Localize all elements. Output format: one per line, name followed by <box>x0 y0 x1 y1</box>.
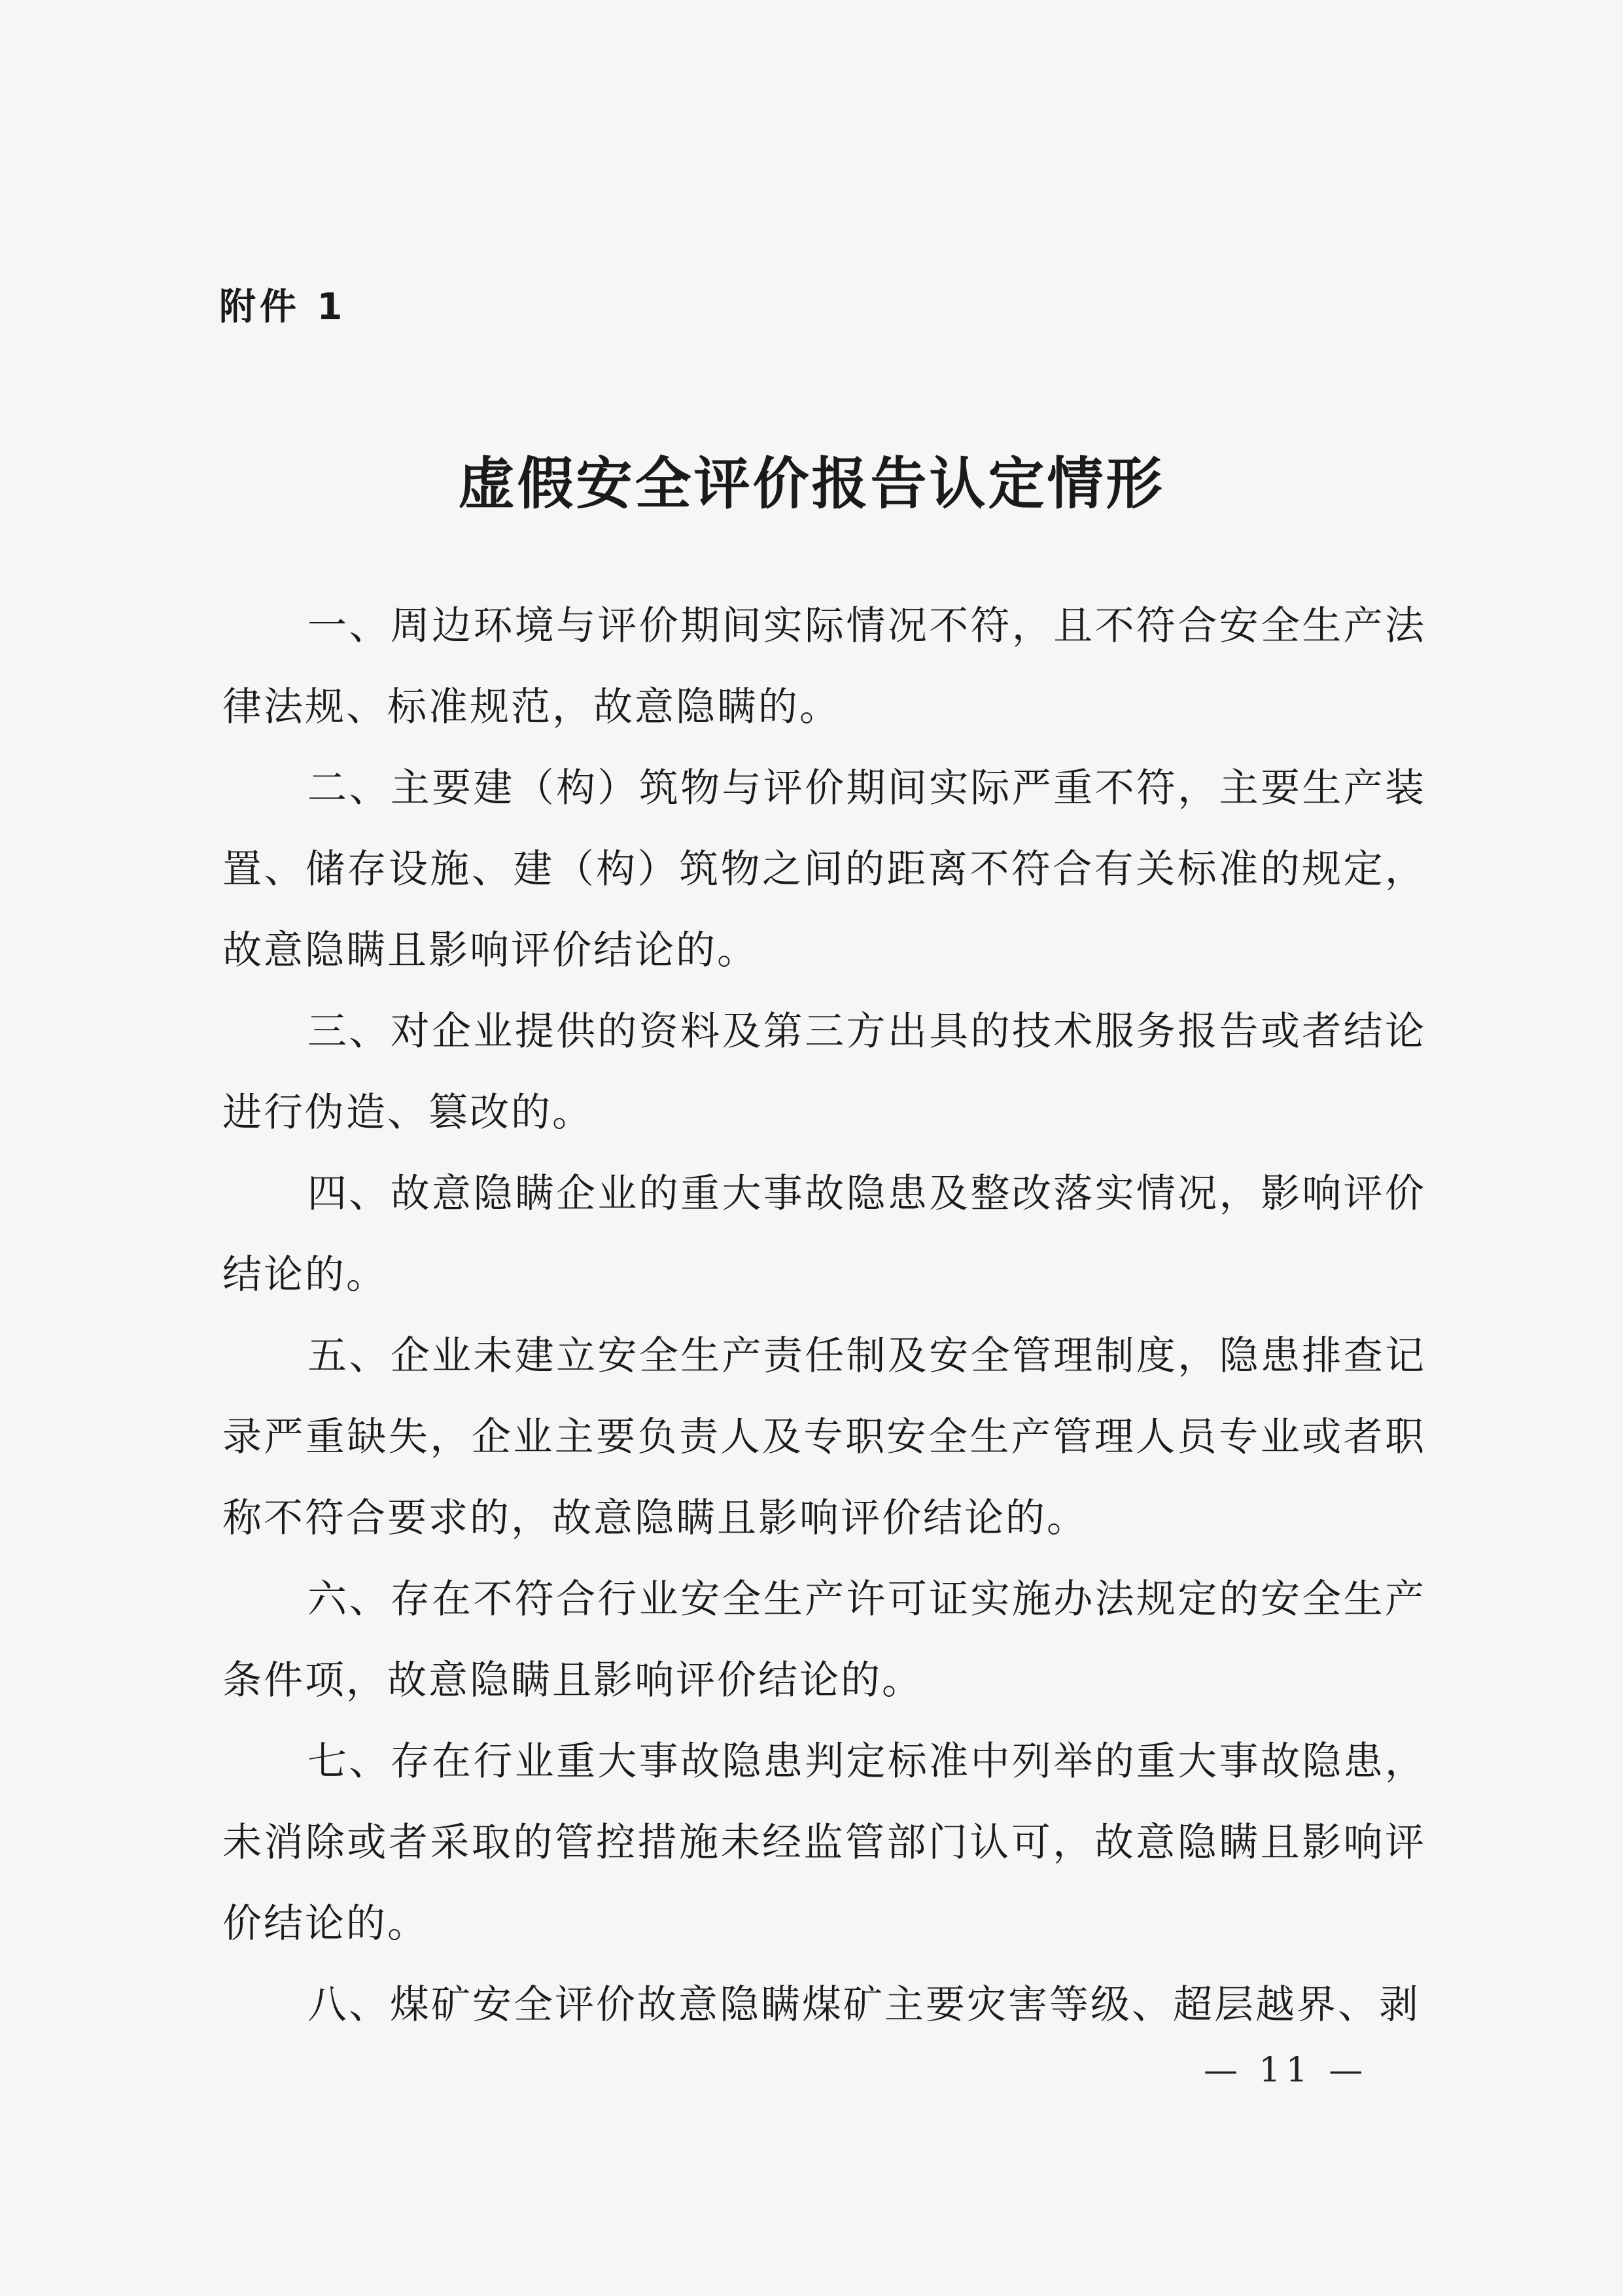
paragraph-6: 六、存在不符合行业安全生产许可证实施办法规定的安全生产条件项，故意隐瞒且影响评价结论的。 <box>222 1576 1426 1703</box>
document-title: 虚假安全评价报告认定情形 <box>458 451 1165 517</box>
page-number: — 11 — <box>1204 2051 1369 2090</box>
paragraph-1: 一、周边环境与评价期间实际情况不符，且不符合安全生产法律法规、标准规范，故意隐瞒的。 <box>222 603 1426 730</box>
paragraph-4: 四、故意隐瞒企业的重大事故隐患及整改落实情况，影响评价结论的。 <box>222 1171 1426 1298</box>
paragraph-5: 五、企业未建立安全生产责任制及安全管理制度，隐患排查记录严重缺失，企业主要负责人及专职安全生产管理人员专业或者职称不符合要求的，故意隐瞒且影响评价结论的。 <box>222 1333 1426 1541</box>
paragraph-7: 七、存在行业重大事故隐患判定标准中列举的重大事故隐患，未消除或者采取的管控措施未经监管部门认可，故意隐瞒且影响评价结论的。 <box>222 1739 1426 1947</box>
paragraph-3: 三、对企业提供的资料及第三方出具的技术服务报告或者结论进行伪造、篡改的。 <box>222 1009 1426 1136</box>
attachment-label: 附件 1 <box>219 286 347 328</box>
document-body <box>222 585 1426 2045</box>
paragraph-2: 二、主要建（构）筑物与评价期间实际严重不符，主要生产装置、储存设施、建（构）筑物之间的距离不符合有关标准的规定，故意隐瞒且影响评价结论的。 <box>222 765 1426 973</box>
paragraph-8: 八、煤矿安全评价故意隐瞒煤矿主要灾害等级、超层越界、剥 <box>307 1982 1420 2028</box>
